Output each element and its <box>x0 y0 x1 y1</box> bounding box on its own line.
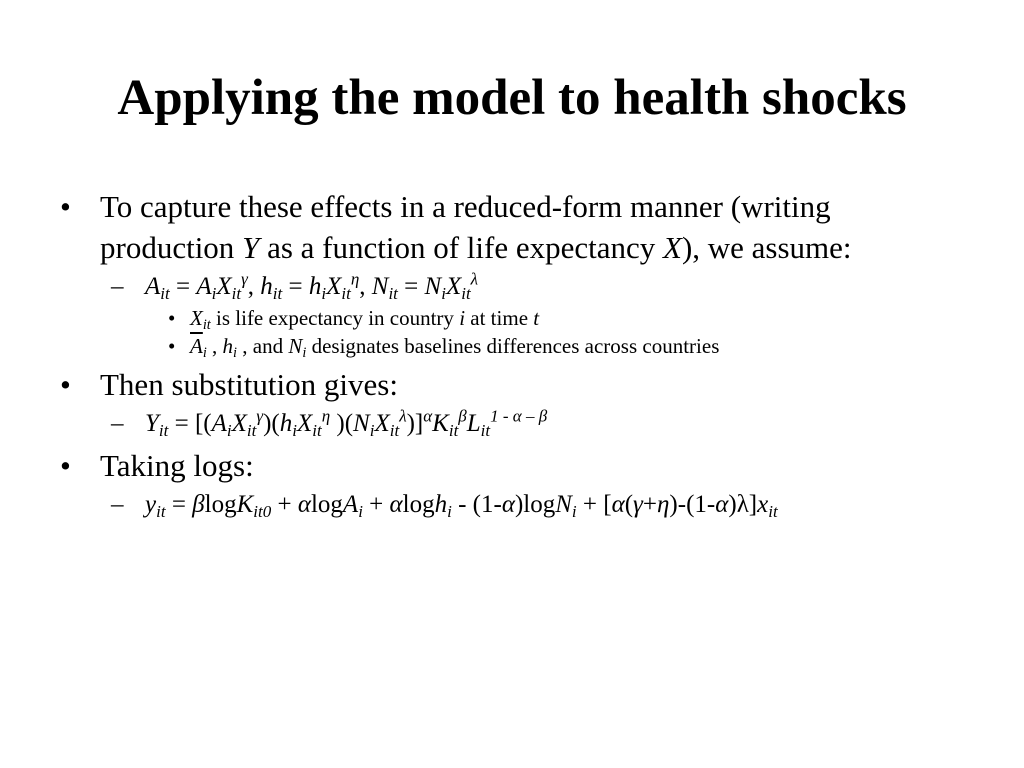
sym: α <box>297 491 311 518</box>
sub: i <box>302 344 307 361</box>
text: , <box>206 334 223 358</box>
text: at time <box>465 306 534 330</box>
sym: N <box>288 334 303 358</box>
sub: i <box>226 420 232 440</box>
sym: h <box>222 334 234 358</box>
sub: i <box>571 501 577 521</box>
sym: K <box>236 491 254 518</box>
sub: it <box>448 420 459 440</box>
text: designates baselines differences across countries <box>306 334 720 358</box>
sup: λ <box>470 269 479 289</box>
op: = <box>169 273 197 300</box>
bullet-text-a: To capture these effects in a reduced-form manner (writing production <box>100 189 831 265</box>
op: + <box>642 491 658 518</box>
sym: N <box>555 491 572 518</box>
equation-assumptions <box>60 270 960 304</box>
sym: γ <box>633 491 643 518</box>
sub: i <box>369 420 375 440</box>
sym: α <box>611 491 625 518</box>
sym: X <box>445 273 462 300</box>
sym: X <box>190 306 203 330</box>
sym-a-bar: $\overline{A}$ <box>190 334 203 358</box>
bullet-dot-icon: • <box>60 189 71 224</box>
bullet-dot-icon: • <box>168 334 176 358</box>
op: + <box>271 491 298 518</box>
bullet-dot-icon: • <box>60 367 71 402</box>
sup: γ <box>256 406 264 426</box>
op: = <box>282 273 309 300</box>
sup: α <box>423 406 433 426</box>
bullet-dot-icon: • <box>60 448 71 483</box>
bullet-text-c: ), we assume: <box>681 230 852 265</box>
text: , and <box>237 334 289 358</box>
sub: i <box>292 420 297 440</box>
sym: i <box>459 306 466 330</box>
sym: A <box>196 273 212 300</box>
sym: X <box>216 273 232 300</box>
sym: x <box>757 491 769 518</box>
sym: X <box>231 410 247 437</box>
op: , <box>359 273 372 300</box>
definition-life-expectancy <box>60 304 960 332</box>
sym: α <box>389 491 403 518</box>
op: - (1- <box>451 491 502 518</box>
sym: N <box>424 273 442 300</box>
sub: i <box>358 501 363 521</box>
sub: it <box>160 283 170 303</box>
sym: h <box>308 273 322 300</box>
sub: i <box>447 501 452 521</box>
op: λ] <box>736 491 758 518</box>
sym: y <box>145 491 157 518</box>
op: = <box>397 273 425 300</box>
sym: N <box>353 410 370 437</box>
sub: it <box>768 501 778 521</box>
sym: h <box>260 273 273 300</box>
sym: h <box>434 491 448 518</box>
sup: γ <box>241 269 248 289</box>
text: is life expectancy in country <box>210 306 460 330</box>
op: )-(1- <box>669 491 716 518</box>
dash-icon: – <box>111 273 124 300</box>
sym: A <box>211 410 227 437</box>
sym: η <box>657 491 670 518</box>
sym: t <box>533 306 540 330</box>
sub: it <box>312 420 322 440</box>
dash-icon: – <box>111 410 124 437</box>
sub: i <box>211 283 217 303</box>
sub: it0 <box>253 501 272 521</box>
sub: it <box>158 420 169 440</box>
sub: it <box>231 283 242 303</box>
sub: it <box>389 420 400 440</box>
sym: α <box>715 491 729 518</box>
bullet-text-b: as a function of life expectancy <box>259 230 663 265</box>
op: )( <box>330 410 354 437</box>
op: log <box>402 491 435 518</box>
sym: Y <box>145 410 159 437</box>
sym: β <box>192 491 205 518</box>
bullet-substitution <box>60 364 960 405</box>
sub: it <box>480 420 491 440</box>
op: log <box>523 491 556 518</box>
op: + <box>362 491 390 518</box>
sym: α <box>501 491 515 518</box>
equation-logs <box>60 488 960 522</box>
sub: i <box>233 344 238 361</box>
op: = <box>165 491 193 518</box>
var-y: Y <box>242 230 260 265</box>
sub: it <box>202 316 211 333</box>
op: + [ <box>576 491 612 518</box>
bullet-reduced-form <box>60 186 960 268</box>
sym: X <box>374 410 390 437</box>
op: = [( <box>168 410 212 437</box>
bullet-taking-logs <box>60 445 960 486</box>
slide-content <box>60 186 960 522</box>
op: , <box>247 273 261 300</box>
op: )( <box>263 410 280 437</box>
op: ) <box>514 491 524 518</box>
sup: 1 - α – β <box>490 406 548 426</box>
sup: η <box>350 269 360 289</box>
sup: η <box>321 406 331 426</box>
var-x: X <box>663 230 682 265</box>
sub: i <box>321 283 327 303</box>
op: ( <box>624 491 634 518</box>
sup: β <box>458 406 467 426</box>
op: )] <box>406 410 424 437</box>
sub: it <box>341 283 351 303</box>
slide-title: Applying the model to health shocks <box>117 70 907 126</box>
dash-icon: – <box>111 491 124 518</box>
op: log <box>310 491 343 518</box>
bullet-text: Taking logs: <box>100 448 254 483</box>
sub: it <box>272 283 283 303</box>
sub: it <box>156 501 166 521</box>
sub: i <box>441 283 446 303</box>
sym: X <box>296 410 313 437</box>
sym: X <box>326 273 342 300</box>
equation-production <box>60 407 960 441</box>
sub: i <box>202 344 207 361</box>
sym: L <box>466 410 481 437</box>
sym: K <box>432 410 449 437</box>
sub: it <box>461 283 471 303</box>
op: ) <box>728 491 737 518</box>
sub: it <box>388 283 398 303</box>
bullet-dot-icon: • <box>168 306 176 330</box>
sym: A <box>342 491 359 518</box>
sym: h <box>279 410 293 437</box>
sym: N <box>371 273 389 300</box>
bullet-text: Then substitution gives: <box>100 367 398 402</box>
sym: A <box>145 273 161 300</box>
definition-baselines <box>60 332 960 360</box>
sub: it <box>246 420 257 440</box>
op: log <box>204 491 237 518</box>
sup: λ <box>399 406 407 426</box>
